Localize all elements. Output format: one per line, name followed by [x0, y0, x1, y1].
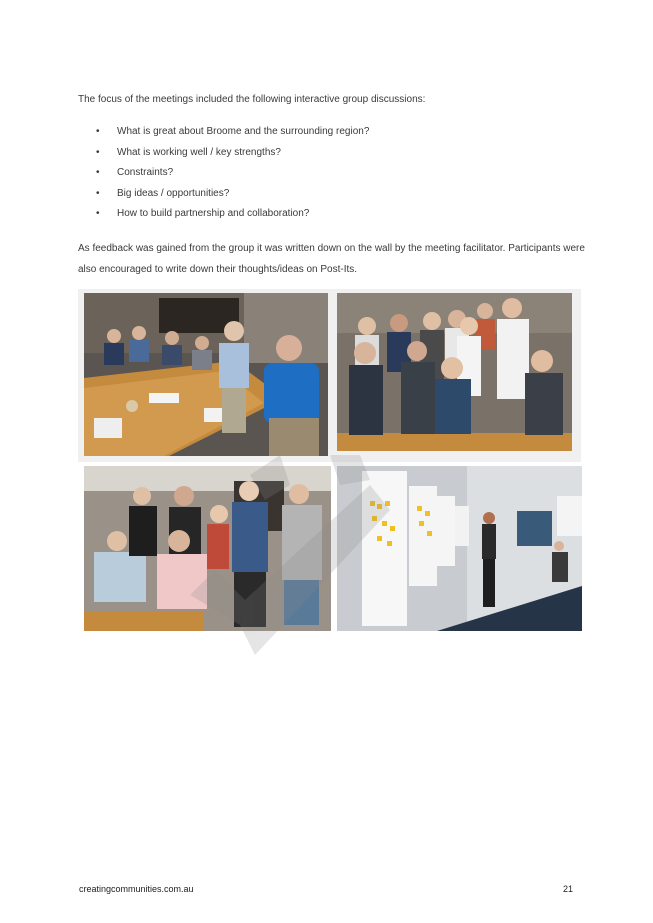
feedback-paragraph: As feedback was gained from the group it was written down on the wall by the meeting facilitator. Participants were also encouraged to write down their thoughts/ideas on Post-Its.: [78, 243, 585, 275]
list-item: • Big ideas / opportunities?: [96, 187, 230, 199]
bullet-icon: •: [96, 126, 100, 137]
bullet-icon: •: [96, 146, 100, 158]
bullet-icon: •: [96, 187, 100, 199]
intro-text: The focus of the meetings included the following interactive group discussions:: [78, 94, 426, 105]
page-number: 21: [563, 884, 574, 894]
list-item: • Constraints?: [96, 167, 174, 179]
watermark-logo-icon: [170, 455, 430, 670]
bullet-icon: •: [96, 167, 100, 179]
group-photo: [337, 293, 572, 451]
list-item: • How to build partnership and collaboration?: [96, 208, 310, 220]
discussion-list: [96, 125, 369, 228]
list-item: • What is great about Broome and the surrounding region?: [96, 126, 370, 137]
footer-website: creatingcommunities.com.au: [79, 884, 194, 894]
list-item: • What is working well / key strengths?: [96, 146, 281, 158]
meeting-table-photo: [84, 293, 328, 456]
bullet-icon: •: [96, 208, 100, 220]
